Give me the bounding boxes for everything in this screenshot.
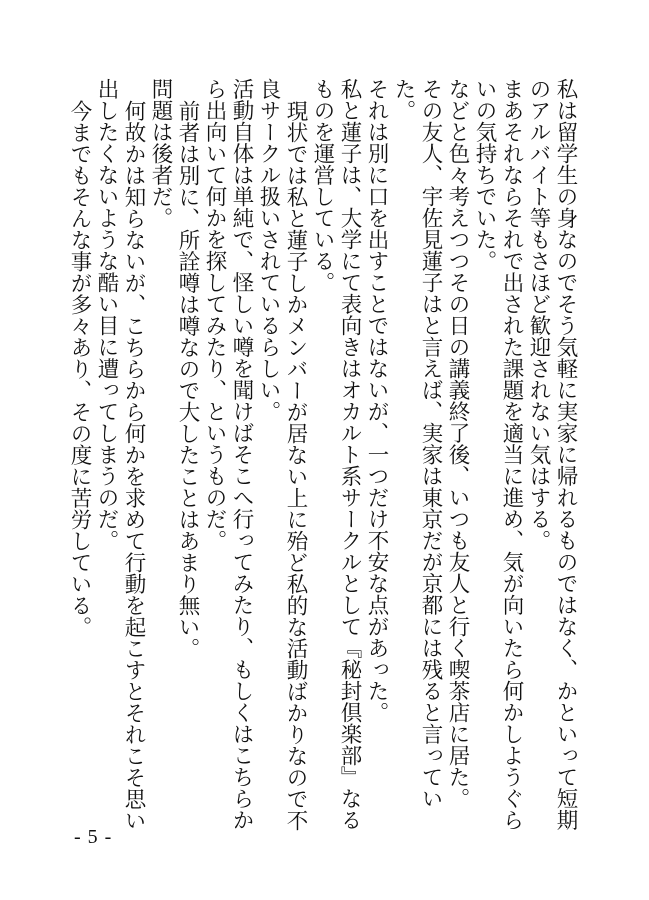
paragraph-2: まあそれならそれで出された課題を適当に進め、気が向いたら何かしようぐらいの気持ちでいた。 — [472, 78, 524, 831]
paragraph-10: 問題は後者だ。 — [148, 78, 173, 229]
vertical-text-body — [66, 78, 579, 848]
paragraph-8: 活動自体は単純で、怪しい噂を聞けばそこへ行ってみたり、もしくはこちらから出向いて何かを探してみたり、というものだ。 — [202, 78, 254, 831]
paragraph-7: 現状では私と蓮子しかメンバーが居ない上に殆ど私的な活動ばかりなので不良サークル扱いされているらしい。 — [256, 78, 308, 831]
paragraph-6: 私と蓮子は、大学にて表向きはオカルト系サークルとして『秘封倶楽部』なるものを運営している。 — [310, 78, 362, 831]
page-number: - 5 - — [74, 826, 113, 848]
paragraph-11: 何故かは知らないが、こちらから何かを求めて行動を起こすとそれこそ思い出したくないような酷い目に遭ってしまうのだ。 — [94, 78, 146, 831]
paragraph-5: それは別に口を出すことではないが、一つだけ不安な点があった。 — [364, 78, 389, 723]
paragraph-1: 私は留学生の身なのでそう気軽に実家に帰れるものではなく、かといって短期のアルバイト等もさほど歓迎されない気はする。 — [526, 78, 578, 831]
paragraph-3: などと色々考えつつその日の講義終了後、いつも友人と行く喫茶店に居た。 — [445, 78, 470, 809]
paragraph-9: 前者は別に、所詮噂は噂なので大したことはあまり無い。 — [175, 99, 200, 659]
paragraph-4: その友人、宇佐見蓮子はと言えば、実家は東京だが京都には残ると言っていた。 — [391, 78, 443, 809]
paragraph-12: 今までもそんな事が多々あり、その度に苦労している。 — [67, 99, 92, 637]
